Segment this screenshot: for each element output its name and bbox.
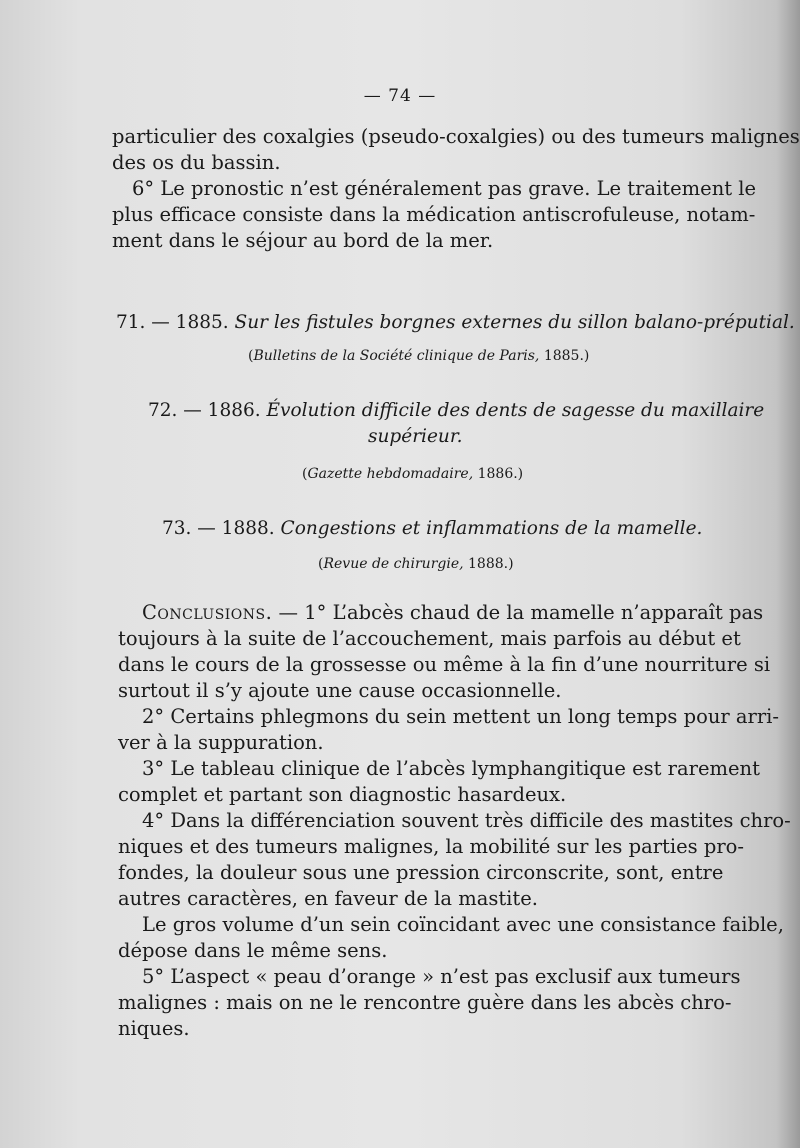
bibliography-entry-71 (116, 312, 795, 333)
text-line: 4° Dans la différenciation souvent très difficile des mastites chro- (142, 809, 791, 832)
entry-number: 73. — 1888. (162, 518, 275, 539)
text-line: Le gros volume d’un sein coïncidant avec une consistance faible, (142, 913, 784, 936)
text-line: plus efficace consiste dans la médication antiscrofuleuse, notam- (112, 203, 756, 226)
text-line: surtout il s’y ajoute une cause occasionnelle. (118, 679, 562, 702)
conclusions-text (118, 600, 791, 1042)
conclusions-heading: Conclusions. (142, 601, 273, 624)
text-line: toujours à la suite de l’accouchement, mais parfois au début et (118, 627, 741, 650)
entry-number: 72. — 1886. (148, 400, 261, 421)
text-line: particulier des coxalgies (pseudo-coxalgies) ou des tumeurs malignes (112, 125, 800, 148)
text-line: dans le cours de la grossesse ou même à la fin d’une nourriture si (118, 653, 771, 676)
text-line: Conclusions. — 1° L’abcès chaud de la mamelle n’apparaît pas (142, 601, 764, 624)
text-line: 5° L’aspect « peau d’orange » n’est pas exclusif aux tumeurs (142, 965, 741, 988)
bibliography-entry-73 (162, 518, 702, 539)
entry-source-72: (Gazette hebdomadaire, 1886.) (302, 466, 524, 482)
source-journal: Revue de chirurgie, (323, 556, 464, 572)
text-line: niques et des tumeurs malignes, la mobilité sur les parties pro- (118, 835, 744, 858)
text-line: des os du bassin. (112, 151, 281, 174)
text-line: dépose dans le même sens. (118, 939, 388, 962)
entry-source-73: (Revue de chirurgie, 1888.) (318, 556, 514, 572)
text-line: malignes : mais on ne le rencontre guère dans les abcès chro- (118, 991, 732, 1014)
intro-text (112, 124, 800, 254)
text-line: 2° Certains phlegmons du sein mettent un long temps pour arri- (142, 705, 779, 728)
entry-title: Sur les fistules borgnes externes du sillon balano-préputial. (234, 312, 795, 333)
page-number: — 74 — (363, 86, 437, 106)
entry-title-continued-72: supérieur. (368, 426, 463, 447)
text-line: fondes, la douleur sous une pression circonscrite, sont, entre (118, 861, 724, 884)
source-journal: Gazette hebdomadaire, (307, 466, 474, 482)
entry-title: Congestions et inflammations de la mamelle. (280, 518, 703, 539)
source-journal: Bulletins de la Société clinique de Paris, (253, 348, 540, 364)
bibliography-entry-72 (148, 400, 764, 421)
text-line: complet et partant son diagnostic hasardeux. (118, 783, 567, 806)
entry-source-71: (Bulletins de la Société clinique de Paris, 1885.) (248, 348, 590, 364)
text-line: niques. (118, 1017, 190, 1040)
text-line: 3° Le tableau clinique de l’abcès lymphangitique est rarement (142, 757, 760, 780)
text-line: 6° Le pronostic n’est généralement pas grave. Le traitement le (132, 177, 757, 200)
entry-number: 71. — 1885. (116, 312, 229, 333)
entry-title: Évolution difficile des dents de sagesse du maxillaire (266, 400, 765, 421)
text-line: autres caractères, en faveur de la mastite. (118, 887, 538, 910)
text-line: ment dans le séjour au bord de la mer. (112, 229, 494, 252)
text-line: ver à la suppuration. (118, 731, 324, 754)
